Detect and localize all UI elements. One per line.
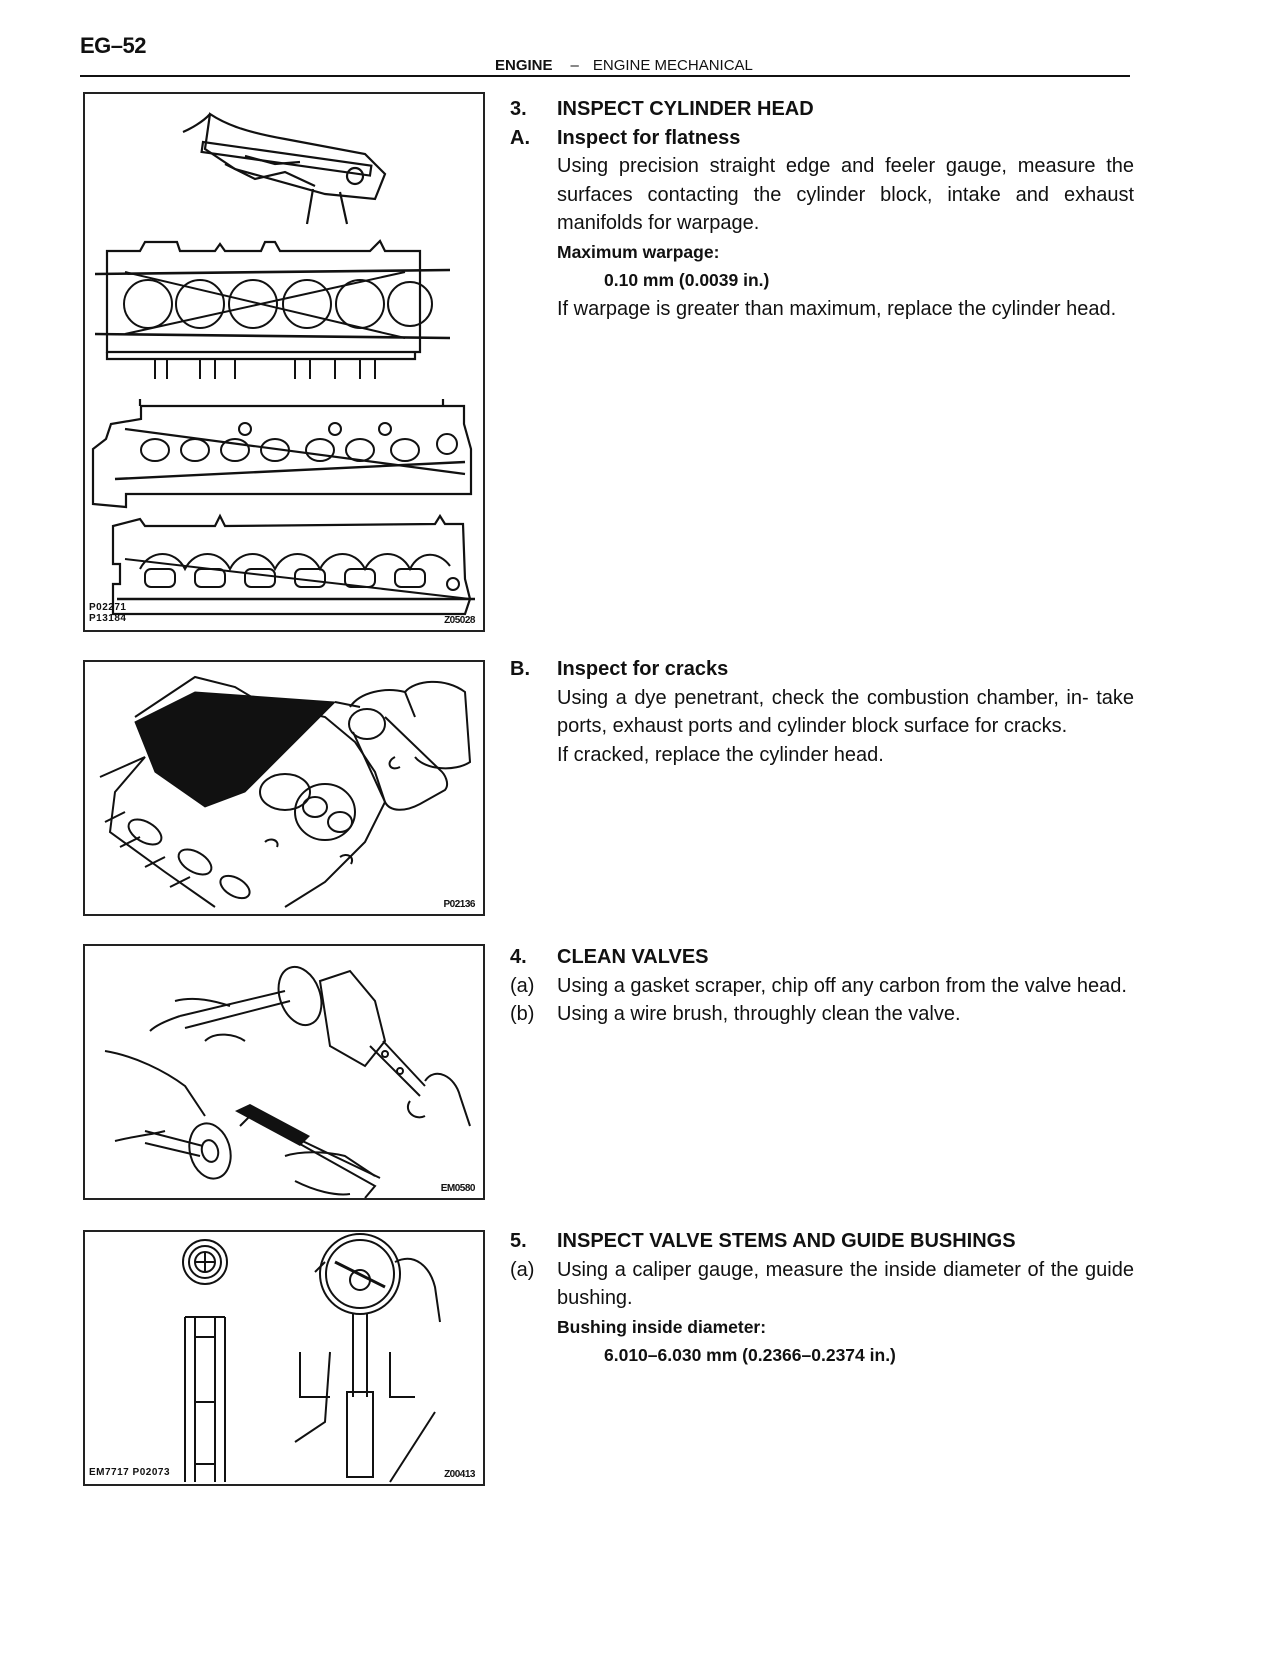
section-name: ENGINE xyxy=(495,57,553,74)
figure-guide-bushing xyxy=(83,1230,485,1486)
substep-title: Inspect for cracks xyxy=(557,658,729,680)
guide-bushing-illustration xyxy=(85,1232,483,1484)
substep-b xyxy=(510,1000,1134,1029)
figure-dye-penetrant xyxy=(83,660,485,916)
subsection-name: ENGINE MECHANICAL xyxy=(592,57,753,74)
step-4-clean-valves xyxy=(510,943,1134,1029)
substep-note: If warpage is greater than maximum, replace the cylinder head. xyxy=(557,297,1117,320)
header-rule xyxy=(80,75,1130,77)
step-title: INSPECT VALVE STEMS AND GUIDE BUSHINGS xyxy=(557,1230,1016,1252)
substep-text: Using a gasket scraper, chip off any carbon from the valve head. xyxy=(557,974,1127,997)
spec-label: Maximum warpage: xyxy=(557,241,720,262)
step-5-inspect-valve-stems xyxy=(510,1227,1134,1370)
step-title: INSPECT CYLINDER HEAD xyxy=(557,98,814,120)
substep-a xyxy=(510,972,1134,1001)
substep-text: Using precision straight edge and feeler gauge, measure the surfaces contacting the cylinder block, intake and exhaust manifolds for warpage. xyxy=(557,155,1134,234)
figure-code: P02271 xyxy=(89,602,127,613)
figure-cylinder-head-flatness xyxy=(83,92,485,632)
substep-text: Using a dye penetrant, check the combustion chamber, in- take ports, exhaust ports and cylinder block surface for cracks. xyxy=(557,686,1134,737)
step-heading xyxy=(510,943,1134,972)
substep-marker: (b) xyxy=(510,1003,535,1025)
figure-code-right: P02136 xyxy=(443,899,475,910)
substep-heading xyxy=(510,655,1134,684)
figure-valve-cleaning xyxy=(83,944,485,1200)
spec-value: 6.010–6.030 mm (0.2366–0.2374 in.) xyxy=(604,1345,896,1365)
substep-marker: B. xyxy=(510,658,530,680)
substep-text: Using a caliper gauge, measure the inside diameter of the guide bushing. xyxy=(557,1258,1134,1309)
step-number: 4. xyxy=(510,946,527,968)
step-3b-inspect-cracks xyxy=(510,655,1134,769)
figure-code-right: Z05028 xyxy=(444,615,475,626)
substep-text: Using a wire brush, throughly clean the valve. xyxy=(557,1003,961,1025)
substep-note: If cracked, replace the cylinder head. xyxy=(557,743,884,766)
step-heading xyxy=(510,95,1134,124)
figure-code-left xyxy=(89,602,126,624)
spec-label: Bushing inside diameter: xyxy=(557,1316,767,1337)
step-number: 3. xyxy=(510,98,527,120)
substep-marker: (a) xyxy=(510,974,535,997)
figure-code: EM7717 P02073 xyxy=(89,1467,171,1478)
figure-code-right: EM0580 xyxy=(440,1183,475,1194)
substep-a xyxy=(510,1256,1134,1313)
spec-value: 0.10 mm (0.0039 in.) xyxy=(604,270,770,290)
step-number: 5. xyxy=(510,1230,527,1252)
substep-marker: A. xyxy=(510,126,530,149)
page-number: EG–52 xyxy=(80,33,146,58)
substep-heading xyxy=(510,124,1134,153)
step-title: CLEAN VALVES xyxy=(557,946,709,968)
cylinder-head-flatness-illustration xyxy=(85,94,483,630)
valve-cleaning-illustration xyxy=(85,946,483,1198)
figure-code-left xyxy=(89,1467,170,1478)
dye-penetrant-illustration xyxy=(85,662,483,914)
step-3-inspect-cylinder-head xyxy=(510,95,1134,323)
substep-marker: (a) xyxy=(510,1258,535,1281)
step-heading xyxy=(510,1227,1134,1256)
figure-code: P13184 xyxy=(89,613,127,624)
header-separator: – xyxy=(570,57,579,74)
running-header xyxy=(495,57,753,74)
figure-code-right: Z00413 xyxy=(444,1469,475,1480)
substep-title: Inspect for flatness xyxy=(557,126,741,149)
